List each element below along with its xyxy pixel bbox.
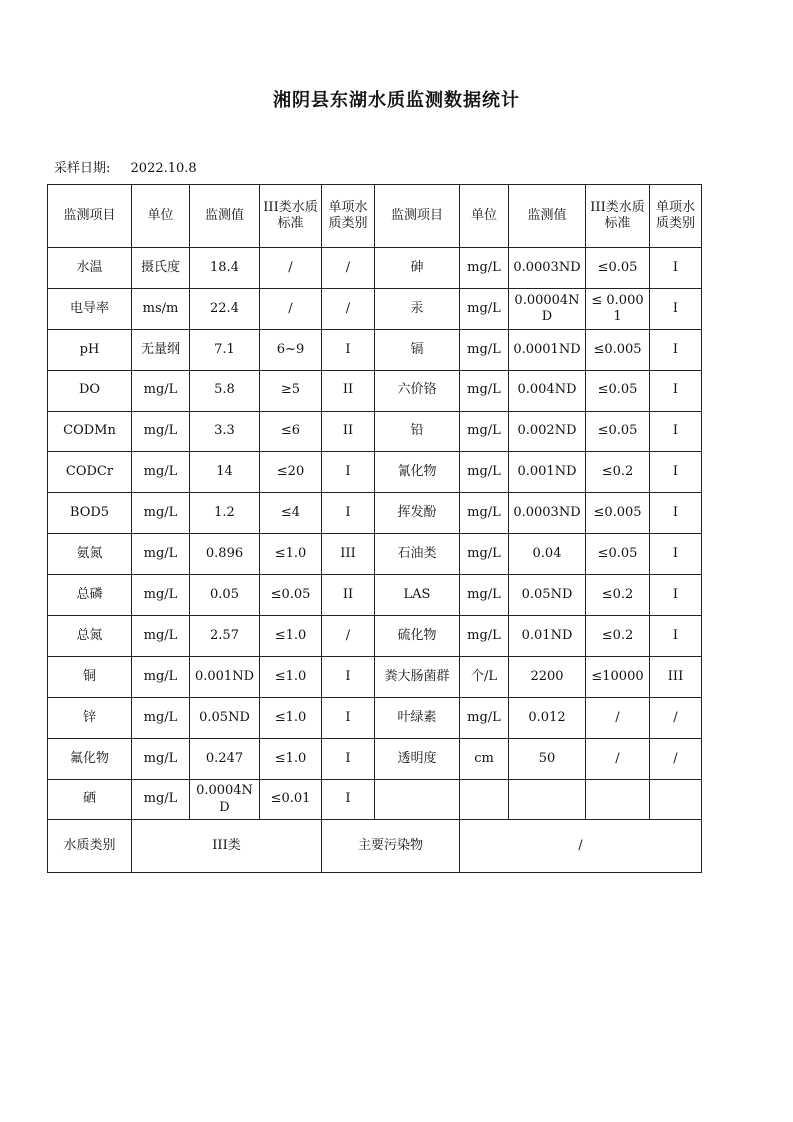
table-cell: / — [586, 738, 650, 779]
table-cell: / — [322, 616, 375, 657]
table-cell: 六价铬 — [375, 370, 460, 411]
column-header: 监测值 — [509, 185, 586, 248]
table-cell: 0.0003ND — [509, 493, 586, 534]
table-cell: I — [322, 452, 375, 493]
column-header: 单项水质类别 — [322, 185, 375, 248]
table-cell: III — [322, 534, 375, 575]
water-quality-table — [47, 184, 702, 873]
table-cell: / — [586, 697, 650, 738]
water-class-value: III类 — [132, 820, 322, 873]
table-cell: ≤0.05 — [260, 575, 322, 616]
table-cell: / — [260, 248, 322, 289]
table-cell: 硒 — [48, 779, 132, 820]
table-cell: / — [650, 738, 702, 779]
table-cell: 氨氮 — [48, 534, 132, 575]
table-cell: 50 — [509, 738, 586, 779]
table-cell: cm — [460, 738, 509, 779]
table-cell — [586, 779, 650, 820]
column-header: 单项水质类别 — [650, 185, 702, 248]
sampling-date-line — [54, 157, 197, 176]
table-cell: 个/L — [460, 656, 509, 697]
table-cell: I — [322, 493, 375, 534]
table-cell: mg/L — [132, 534, 190, 575]
table-cell: 石油类 — [375, 534, 460, 575]
table-cell: mg/L — [460, 370, 509, 411]
table-cell: 摄氏度 — [132, 248, 190, 289]
table-cell: 无量纲 — [132, 329, 190, 370]
table-cell: ≤0.05 — [586, 248, 650, 289]
column-header: 单位 — [132, 185, 190, 248]
table-cell: ≤6 — [260, 411, 322, 452]
table-cell: I — [650, 534, 702, 575]
column-header: III类水质标准 — [260, 185, 322, 248]
table-cell: ≤4 — [260, 493, 322, 534]
table-row — [48, 616, 702, 657]
table-row — [48, 452, 702, 493]
table-cell — [650, 779, 702, 820]
table-cell: I — [322, 738, 375, 779]
table-cell: III — [650, 656, 702, 697]
table-cell: 水温 — [48, 248, 132, 289]
table-cell: 粪大肠菌群 — [375, 656, 460, 697]
table-cell: I — [650, 616, 702, 657]
table-cell: mg/L — [460, 575, 509, 616]
table-cell: mg/L — [132, 452, 190, 493]
table-cell: I — [650, 288, 702, 329]
table-cell: mg/L — [460, 616, 509, 657]
table-cell: ≤1.0 — [260, 616, 322, 657]
table-cell: ≤0.2 — [586, 575, 650, 616]
table-cell: 铜 — [48, 656, 132, 697]
table-cell: 3.3 — [190, 411, 260, 452]
table-cell — [509, 779, 586, 820]
table-cell: 0.05ND — [509, 575, 586, 616]
table-cell: mg/L — [132, 697, 190, 738]
table-row — [48, 656, 702, 697]
table-cell: 0.0001ND — [509, 329, 586, 370]
table-cell — [375, 779, 460, 820]
main-pollutant-value: / — [460, 820, 702, 873]
table-cell: I — [322, 329, 375, 370]
table-row — [48, 697, 702, 738]
table-cell: 铅 — [375, 411, 460, 452]
table-cell: 电导率 — [48, 288, 132, 329]
table-cell: 0.05ND — [190, 697, 260, 738]
column-header: III类水质标准 — [586, 185, 650, 248]
table-cell: BOD5 — [48, 493, 132, 534]
table-row — [48, 779, 702, 820]
table-cell: ms/m — [132, 288, 190, 329]
sampling-date-label: 采样日期: — [54, 161, 111, 176]
table-cell — [460, 779, 509, 820]
table-cell: I — [322, 697, 375, 738]
table-cell: ≤1.0 — [260, 534, 322, 575]
table-cell: II — [322, 411, 375, 452]
table-cell: 透明度 — [375, 738, 460, 779]
table-cell: mg/L — [460, 493, 509, 534]
column-header: 监测项目 — [48, 185, 132, 248]
table-cell: mg/L — [132, 370, 190, 411]
table-cell: / — [322, 288, 375, 329]
table-cell: mg/L — [132, 493, 190, 534]
table-cell: mg/L — [460, 411, 509, 452]
table-cell: / — [650, 697, 702, 738]
table-cell: II — [322, 370, 375, 411]
table-row — [48, 411, 702, 452]
table-cell: ≤0.2 — [586, 452, 650, 493]
table-cell: 0.001ND — [509, 452, 586, 493]
table-row — [48, 370, 702, 411]
table-cell: 7.1 — [190, 329, 260, 370]
table-cell: 0.00004ND — [509, 288, 586, 329]
table-cell: ≤10000 — [586, 656, 650, 697]
table-cell: 2.57 — [190, 616, 260, 657]
table-cell: 氟化物 — [48, 738, 132, 779]
table-row — [48, 493, 702, 534]
table-cell: ≤1.0 — [260, 697, 322, 738]
table-cell: ≤0.2 — [586, 616, 650, 657]
table-cell: mg/L — [132, 616, 190, 657]
table-row — [48, 738, 702, 779]
table-cell: 锌 — [48, 697, 132, 738]
table-cell: 0.012 — [509, 697, 586, 738]
table-cell: 2200 — [509, 656, 586, 697]
table-cell: I — [650, 329, 702, 370]
table-cell: ≤0.05 — [586, 534, 650, 575]
table-row — [48, 288, 702, 329]
table-cell: ≤0.05 — [586, 370, 650, 411]
table-row — [48, 248, 702, 289]
table-cell: mg/L — [460, 329, 509, 370]
column-header: 单位 — [460, 185, 509, 248]
table-cell: 挥发酚 — [375, 493, 460, 534]
table-cell: 总磷 — [48, 575, 132, 616]
table-cell: 0.04 — [509, 534, 586, 575]
table-cell: pH — [48, 329, 132, 370]
table-cell: mg/L — [132, 411, 190, 452]
table-cell: ≤ 0.0001 — [586, 288, 650, 329]
table-cell: ≥5 — [260, 370, 322, 411]
table-cell: I — [650, 411, 702, 452]
table-cell: 0.0004ND — [190, 779, 260, 820]
table-cell: 6~9 — [260, 329, 322, 370]
table-cell: mg/L — [460, 248, 509, 289]
table-cell: mg/L — [132, 738, 190, 779]
table-cell: CODCr — [48, 452, 132, 493]
table-cell: 硫化物 — [375, 616, 460, 657]
table-cell: ≤0.05 — [586, 411, 650, 452]
table-cell: I — [322, 656, 375, 697]
table-cell: ≤0.005 — [586, 493, 650, 534]
table-cell: 0.01ND — [509, 616, 586, 657]
page-title: 湘阴县东湖水质监测数据统计 — [273, 90, 520, 111]
table-cell: mg/L — [132, 575, 190, 616]
table-cell: 0.247 — [190, 738, 260, 779]
table-cell: mg/L — [132, 656, 190, 697]
table-cell: DO — [48, 370, 132, 411]
table-cell: I — [322, 779, 375, 820]
table-cell: 14 — [190, 452, 260, 493]
table-cell: II — [322, 575, 375, 616]
table-cell: / — [260, 288, 322, 329]
table-cell: 18.4 — [190, 248, 260, 289]
table-cell: CODMn — [48, 411, 132, 452]
table-cell: 镉 — [375, 329, 460, 370]
table-cell: I — [650, 575, 702, 616]
column-header: 监测项目 — [375, 185, 460, 248]
table-row — [48, 575, 702, 616]
table-row — [48, 329, 702, 370]
table-cell: I — [650, 370, 702, 411]
table-cell: ≤0.01 — [260, 779, 322, 820]
table-cell: 22.4 — [190, 288, 260, 329]
column-header: 监测值 — [190, 185, 260, 248]
table-cell: ≤1.0 — [260, 738, 322, 779]
table-cell: 0.896 — [190, 534, 260, 575]
table-cell: 0.004ND — [509, 370, 586, 411]
table-cell: ≤0.005 — [586, 329, 650, 370]
table-cell: 0.002ND — [509, 411, 586, 452]
table-cell: 1.2 — [190, 493, 260, 534]
table-cell: 5.8 — [190, 370, 260, 411]
table-cell: ≤1.0 — [260, 656, 322, 697]
summary-row — [48, 820, 702, 873]
table-cell: 叶绿素 — [375, 697, 460, 738]
table-cell: 总氮 — [48, 616, 132, 657]
table-cell: 砷 — [375, 248, 460, 289]
table-cell: 0.001ND — [190, 656, 260, 697]
table-cell: mg/L — [460, 452, 509, 493]
table-row — [48, 534, 702, 575]
table-cell: LAS — [375, 575, 460, 616]
table-cell: / — [322, 248, 375, 289]
table-cell: ≤20 — [260, 452, 322, 493]
table-cell: 汞 — [375, 288, 460, 329]
table-cell: mg/L — [132, 779, 190, 820]
table-cell: 0.05 — [190, 575, 260, 616]
table-cell: mg/L — [460, 288, 509, 329]
table-cell: 氰化物 — [375, 452, 460, 493]
sampling-date-value: 2022.10.8 — [130, 161, 197, 176]
main-pollutant-label: 主要污染物 — [322, 820, 460, 873]
table-header-row — [48, 185, 702, 248]
water-class-label: 水质类别 — [48, 820, 132, 873]
table-cell: I — [650, 493, 702, 534]
table-cell: I — [650, 248, 702, 289]
table-cell: 0.0003ND — [509, 248, 586, 289]
table-cell: mg/L — [460, 697, 509, 738]
table-cell: I — [650, 452, 702, 493]
table-cell: mg/L — [460, 534, 509, 575]
